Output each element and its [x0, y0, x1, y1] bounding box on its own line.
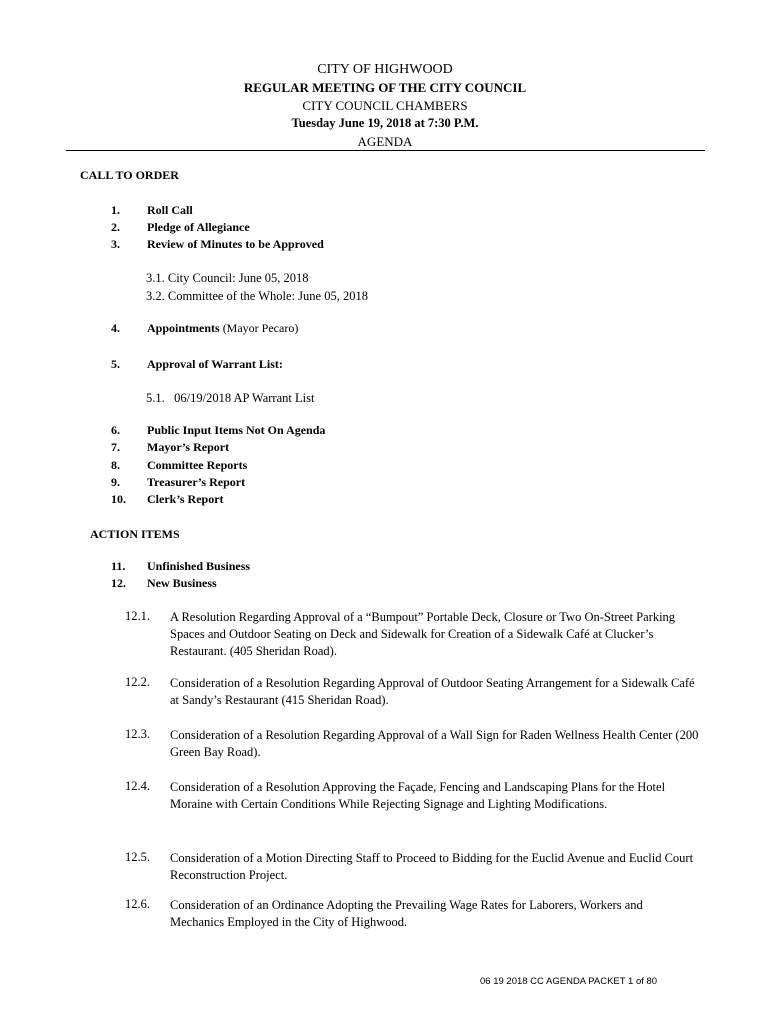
- item-number: 8.: [111, 458, 120, 472]
- item-number: 4.: [111, 321, 120, 335]
- sub-item-number: 12.5.: [125, 850, 150, 864]
- item-number: 2.: [111, 220, 120, 234]
- sub-item-text: Consideration of a Resolution Regarding Approval of Outdoor Seating Arrangement for a Sidewalk Café at Sandy’s Restaurant (415 Sheridan Road).: [170, 676, 695, 707]
- agenda-title: AGENDA: [357, 134, 413, 149]
- sub-item-number: 12.2.: [125, 675, 150, 689]
- sub-item-number: 12.6.: [125, 897, 150, 911]
- item-note: (Mayor Pecaro): [222, 321, 299, 335]
- item-label: Treasurer’s Report: [147, 475, 246, 489]
- sub-item-text: Consideration of a Motion Directing Staff to Proceed to Bidding for the Euclid Avenue and Euclid Court Reconstruction Project.: [170, 851, 694, 882]
- item-label: Mayor’s Report: [147, 440, 230, 454]
- item-label: [147, 321, 298, 336]
- sub-item-text: Consideration of a Resolution Approving the Façade, Fencing and Landscaping Plans for the Hotel Moraine with Certain Conditions While Rejecting Signage and Lighting Modifications.: [170, 780, 666, 811]
- page-footer: 06 19 2018 CC AGENDA PACKET 1 of 80: [480, 976, 658, 987]
- item-number: 7.: [111, 440, 120, 454]
- sub-item-number: 12.4.: [125, 779, 150, 793]
- sub-item-text: Consideration of a Resolution Regarding Approval of a Wall Sign for Raden Wellness Health Center (200 Green Bay Road).: [170, 728, 699, 759]
- item-label: Public Input Items Not On Agenda: [147, 423, 326, 437]
- item-number: 5.: [111, 357, 120, 371]
- meeting-location: CITY COUNCIL CHAMBERS: [302, 98, 468, 113]
- item-number: 9.: [111, 475, 120, 489]
- sub-item-text: Consideration of an Ordinance Adopting the Prevailing Wage Rates for Laborers, Workers and Mechanics Employed in the City of Highwood.: [170, 898, 643, 929]
- item-label-text: Appointments: [147, 321, 220, 335]
- section-action-items: ACTION ITEMS: [90, 527, 180, 541]
- minutes-item: 3.2. Committee of the Whole: June 05, 2018: [146, 289, 368, 303]
- item-label: Committee Reports: [147, 458, 248, 472]
- item-number: 12.: [111, 576, 126, 590]
- meeting-title: REGULAR MEETING OF THE CITY COUNCIL: [243, 80, 527, 95]
- item-number: 11.: [111, 559, 126, 573]
- item-number: 3.: [111, 237, 120, 251]
- item-label: Roll Call: [147, 203, 193, 217]
- item-label: Clerk’s Report: [147, 492, 224, 506]
- item-number: 1.: [111, 203, 120, 217]
- meeting-datetime: Tuesday June 19, 2018 at 7:30 P.M.: [291, 116, 479, 130]
- item-label: Pledge of Allegiance: [147, 220, 250, 234]
- city-title: CITY OF HIGHWOOD: [317, 62, 453, 77]
- minutes-item: 3.1. City Council: June 05, 2018: [146, 271, 309, 285]
- warrant-item: 5.1. 06/19/2018 AP Warrant List: [146, 391, 315, 405]
- sub-item-number: 12.1.: [125, 609, 150, 623]
- item-label: New Business: [147, 576, 217, 590]
- sub-item-number: 12.3.: [125, 727, 150, 741]
- item-label: Unfinished Business: [147, 559, 251, 573]
- item-number: 10.: [111, 492, 126, 506]
- item-label: Approval of Warrant List:: [147, 357, 283, 371]
- item-label: Review of Minutes to be Approved: [147, 237, 324, 251]
- header-divider: [66, 150, 705, 151]
- sub-item-text: A Resolution Regarding Approval of a “Bumpout” Portable Deck, Closure or Two On-Street Parking Spaces and Outdoor Seating on Deck and Sidewalk for Creation of a Sidewalk Café at Clucker’s Restaurant. (405 Sheridan Road).: [170, 610, 676, 658]
- section-call-to-order: CALL TO ORDER: [80, 168, 179, 182]
- item-number: 6.: [111, 423, 120, 437]
